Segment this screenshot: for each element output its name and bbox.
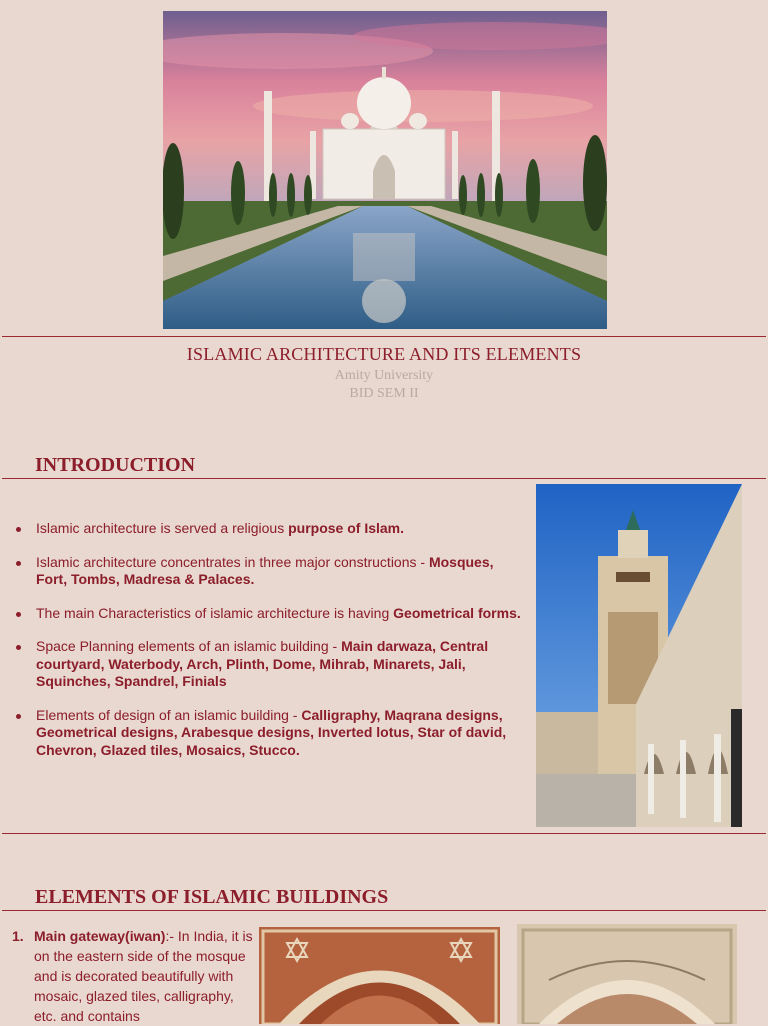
divider [2,833,766,834]
list-item: Elements of design of an islamic building - Calligraphy, Maqrana designs, Geometrical designs, Arabesque designs, Inverted lotus, Star of david, Chevron, Glazed tiles, Mosaics, Stucco. [14,707,524,760]
gateway-photo [259,927,500,1024]
institution-name: Amity University [334,368,434,383]
list-item: Space Planning elements of an islamic building - Main darwaza, Central courtyard, Waterbody, Arch, Plinth, Dome, Mihrab, Minarets, Jali, Squinches, Spandrel, Finials [14,638,524,691]
divider [2,336,766,337]
divider [2,478,766,479]
list-item: Islamic architecture is served a religious purpose of Islam. [14,520,524,538]
list-item: The main Characteristics of islamic architecture is having Geometrical forms. [14,605,524,623]
element-item-main-gateway [12,926,256,1026]
elements-heading: ELEMENTS OF ISLAMIC BUILDINGS [35,886,389,908]
taj-mahal-photo [163,11,607,329]
introduction-heading: INTRODUCTION [35,454,196,476]
item-number: 1. [12,928,24,944]
minaret-photo [536,484,742,827]
item-title: Main gateway(iwan) [34,928,166,944]
course-name: BID SEM II [349,386,419,401]
list-item: Islamic architecture concentrates in three major constructions - Mosques, Fort, Tombs, Madresa & Palaces. [14,554,524,589]
carved-arch-photo [517,924,737,1024]
introduction-list [14,520,524,775]
item-description: :- In India, it is on the eastern side of the mosque and is decorated beautifully with mosaic, glazed tiles, calligraphy, etc. and contains [34,928,253,1024]
divider [2,910,766,911]
document-title: ISLAMIC ARCHITECTURE AND ITS ELEMENTS [186,344,582,364]
